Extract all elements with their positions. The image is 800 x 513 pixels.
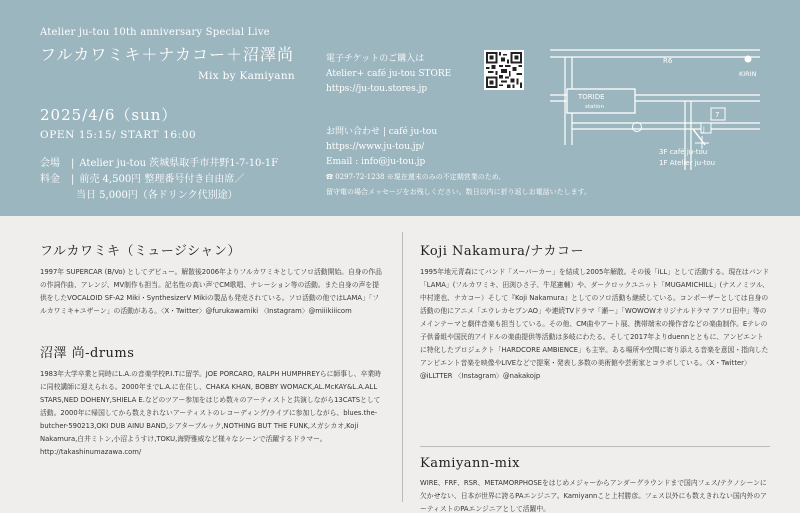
ticket-line1: 電子チケットのご購入は bbox=[326, 54, 425, 64]
section-divider bbox=[420, 446, 770, 447]
section-miki bbox=[40, 240, 384, 318]
ticket-store-name: Atelier+ café ju-tou STORE bbox=[326, 69, 452, 79]
venue-map bbox=[545, 45, 765, 175]
map-pin-label: J bbox=[703, 126, 705, 133]
venue-label: 会場 bbox=[40, 158, 60, 169]
venue-row: 会場 | Atelier ju-tou 茨城県取手市井野1-7-10-1F bbox=[40, 154, 278, 169]
fee-value: 前売 4,500円 整理番号付き自由席／ bbox=[79, 174, 245, 185]
column-divider bbox=[402, 232, 403, 502]
section-body: 1983年大学卒業と同時にL.A.の音楽学校P.I.Tに留学。JOE PORCARO, RALPH HUMPHREYらに師事し、卒業時に同校講師に迎えられる。2000年までL.A.に在住し、CHAKA KHAN, BOBBY WOMACK,AL.McKAY&L.A.ALL STARS,NED DOHENY,SHIELA E.などのツアー参加をはじめ数々のアーティストと共演しながら13CATSとして活動。2000年に帰国してから数えきれないアーティストのレコーディング/ライブに参加しながら、blues.the-butcher-590213,OKI DUB AINU BAND,シアターブルック,NOTHING BUT THE FUNK,スガシカオ,Koji Nakamura,白井ミトン,小沼ようすけ,TOKU,海野雅威など様々なシーンで活躍するドラマー。 http://takashinumazawa.com/ bbox=[40, 370, 381, 456]
contact-note: 留守電の場合メッセージをお残しください。数日以内に折り返しお電話いたします。 bbox=[326, 188, 592, 196]
event-title: フルカワミキ＋ナカコー＋沼澤尚 bbox=[40, 45, 295, 64]
contact-email[interactable]: Email : info@ju-tou.jp bbox=[326, 157, 426, 167]
map-kirin-label: KIRIN bbox=[739, 70, 757, 78]
fee-day-value: 当日 5,000円（各ドリンク代別途） bbox=[76, 190, 238, 201]
mix-credit: Mix by Kamiyann bbox=[198, 70, 295, 82]
ticket-info bbox=[326, 52, 451, 97]
event-date: 2025/4/6（sun） bbox=[40, 106, 178, 124]
section-title: Koji Nakamura/ナカコー bbox=[420, 244, 585, 259]
section-numazawa bbox=[40, 342, 384, 459]
section-nakako bbox=[420, 240, 770, 383]
map-venue-labels bbox=[659, 147, 715, 169]
event-subtitle: Atelier ju-tou 10th anniversary Special Live bbox=[40, 27, 270, 38]
section-body: 1995年地元青森にてバンド「スーパーカー」を結成し2005年解散。その後「iLL」として活動する。現在はバンド「LAMA」(フルカワミキ、田渕ひさ子、牛尾憲輔）や、ダークロックユニット「MUGAMICHILL」(ナスノミツル、中村達也、ナカコー）そして『Koji Nakamura』としてのソロ活動も継続している。コンポーザーとしては自身の活動の他にアニメ「エウレカセブンAO」や連続TVドラマ「瀬ー」「WOWOWオリジナルドラマ アフロ田中」等のメインテーマと劇伴音楽も担当している。その他、CM曲やアート展、携帯端末の操作音などの楽曲制作。Eテレの子供番組や国民的アイドルの楽曲提供等活動は多岐にわたる。そして2017年よりduennとともに、アンビエントに特化したプロジェクト「HARDCORE AMBIENCE」も主宰。ある場所や空間に寄り添える音楽を意図・指向したアンビエント音楽を映像やLIVEなどで提案・発表し多数の美術館や芸術家とコラボしている。〈X・Twitter〉@iLLTTER 〈Instagram〉@nakakojp bbox=[420, 268, 770, 380]
contact-phone: ☎ 0297-72-1238 ※現在週末のみの不定期営業のため、 bbox=[326, 173, 506, 181]
section-title: 沼澤 尚-drums bbox=[40, 346, 135, 361]
map-route-label: R6 bbox=[663, 57, 673, 65]
section-kamiyann bbox=[420, 456, 770, 513]
section-body: WIRE、FRF、RSR、METAMORPHOSEをはじめメジャーからアンダーグラウンドまで国内フェス/テクノシーンに欠かせない、日本が世界に誇るPAエンジニア。Kamiyannこと上村勝彦。フェス以外にも数えきれない国内外のアーティストのPAエンジニアとして活躍中。 bbox=[420, 479, 767, 513]
event-header-panel bbox=[0, 0, 800, 216]
contact-heading: お問い合わせ | café ju-tou bbox=[326, 127, 438, 137]
map-label-cafe: 3F café ju-tou bbox=[659, 148, 708, 156]
map-label-atelier: 1F Atelier ju-tou bbox=[659, 159, 716, 167]
map-station-label: TORIDE bbox=[578, 93, 605, 101]
ticket-store-link[interactable]: https://ju-tou.stores.jp bbox=[326, 84, 428, 94]
fee-day-row bbox=[40, 186, 238, 201]
fee-label: 料金 bbox=[40, 174, 60, 185]
section-title: フルカワミキ（ミュージシャン） bbox=[40, 244, 241, 259]
venue-value: Atelier ju-tou 茨城県取手市井野1-7-10-1F bbox=[79, 158, 279, 169]
section-body: 1997年 SUPERCAR (B/Vo) としてデビュー。解散後2006年よりフルカワミキとしてソロ活動開始。自身の作品の作詞作曲、アレンジ、MV制作も担当。記名性の高い声でCM歌唱、ナレーション等の活動。また自身の声を提供をしたVOCALOID SF-A2 Miki・SynthesizerV Mikiの製品も発売されている。ソロ活動の他ではLAMA」「フルカワミキ+ユザーン」の活動がある。〈X・Twitter〉@furukawamiki 〈Instagram〉@miiikiiicom bbox=[40, 268, 382, 315]
fee-row: 料金 | 前売 4,500円 整理番号付き自由席／ bbox=[40, 170, 244, 185]
map-graphic bbox=[545, 45, 765, 175]
map-station-sub: station bbox=[585, 104, 604, 110]
section-title: Kamiyann-mix bbox=[420, 456, 520, 471]
qr-code[interactable] bbox=[484, 50, 524, 90]
map-route7-label: 7 bbox=[715, 111, 720, 119]
contact-website-link[interactable]: https://www.ju-tou.jp/ bbox=[326, 142, 425, 152]
open-start-time: OPEN 15:15/ START 16:00 bbox=[40, 129, 197, 141]
